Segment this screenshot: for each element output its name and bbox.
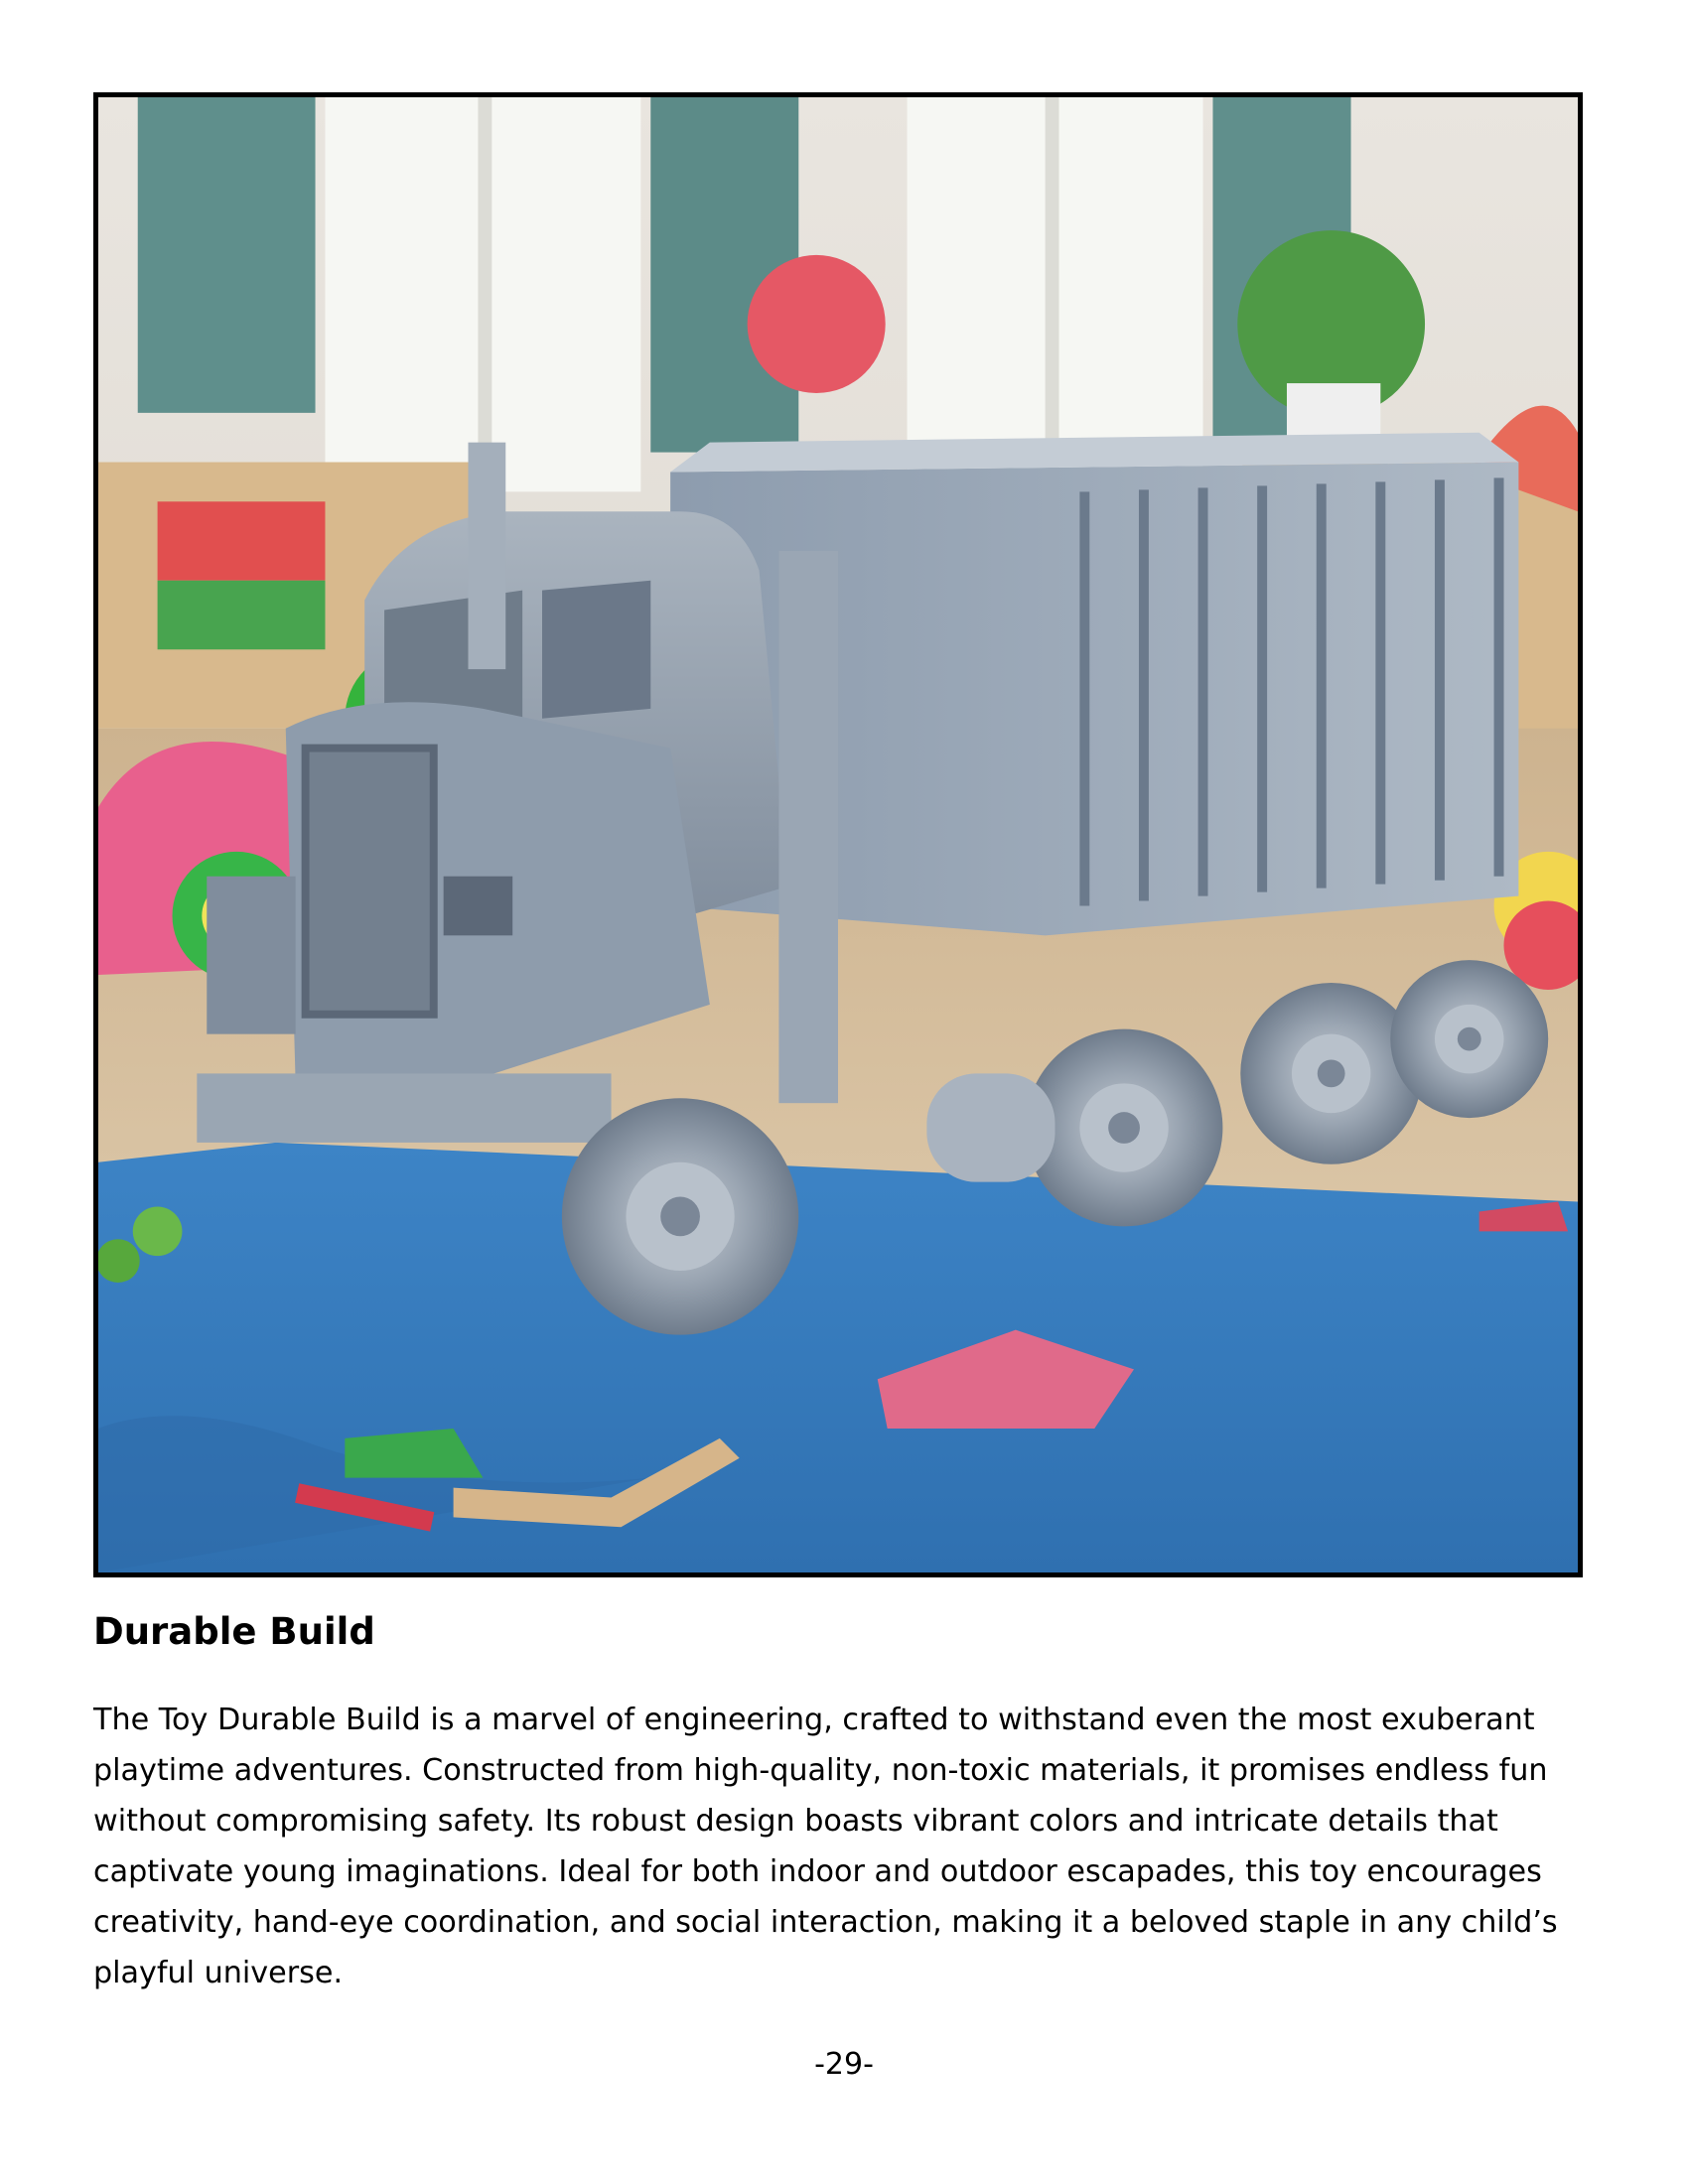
body-line: creativity, hand-eye coordination, and social interaction, making it a beloved staple in any child’s — [93, 1905, 1558, 1940]
body-line: captivate young imaginations. Ideal for both indoor and outdoor escapades, this toy encourages — [93, 1854, 1542, 1889]
toy-truck-illustration — [98, 97, 1578, 1572]
body-line: playful universe. — [93, 1956, 344, 1990]
section-heading: Durable Build — [93, 1610, 375, 1653]
product-illustration — [93, 92, 1583, 1577]
page-number: -29- — [814, 2047, 874, 2082]
body-line: The Toy Durable Build is a marvel of engineering, crafted to withstand even the most exuberant — [93, 1703, 1535, 1737]
body-line: without compromising safety. Its robust design boasts vibrant colors and intricate details that — [93, 1804, 1498, 1839]
body-line: playtime adventures. Constructed from high-quality, non-toxic materials, it promises endless fun — [93, 1753, 1548, 1788]
section-body — [93, 1695, 1603, 1998]
